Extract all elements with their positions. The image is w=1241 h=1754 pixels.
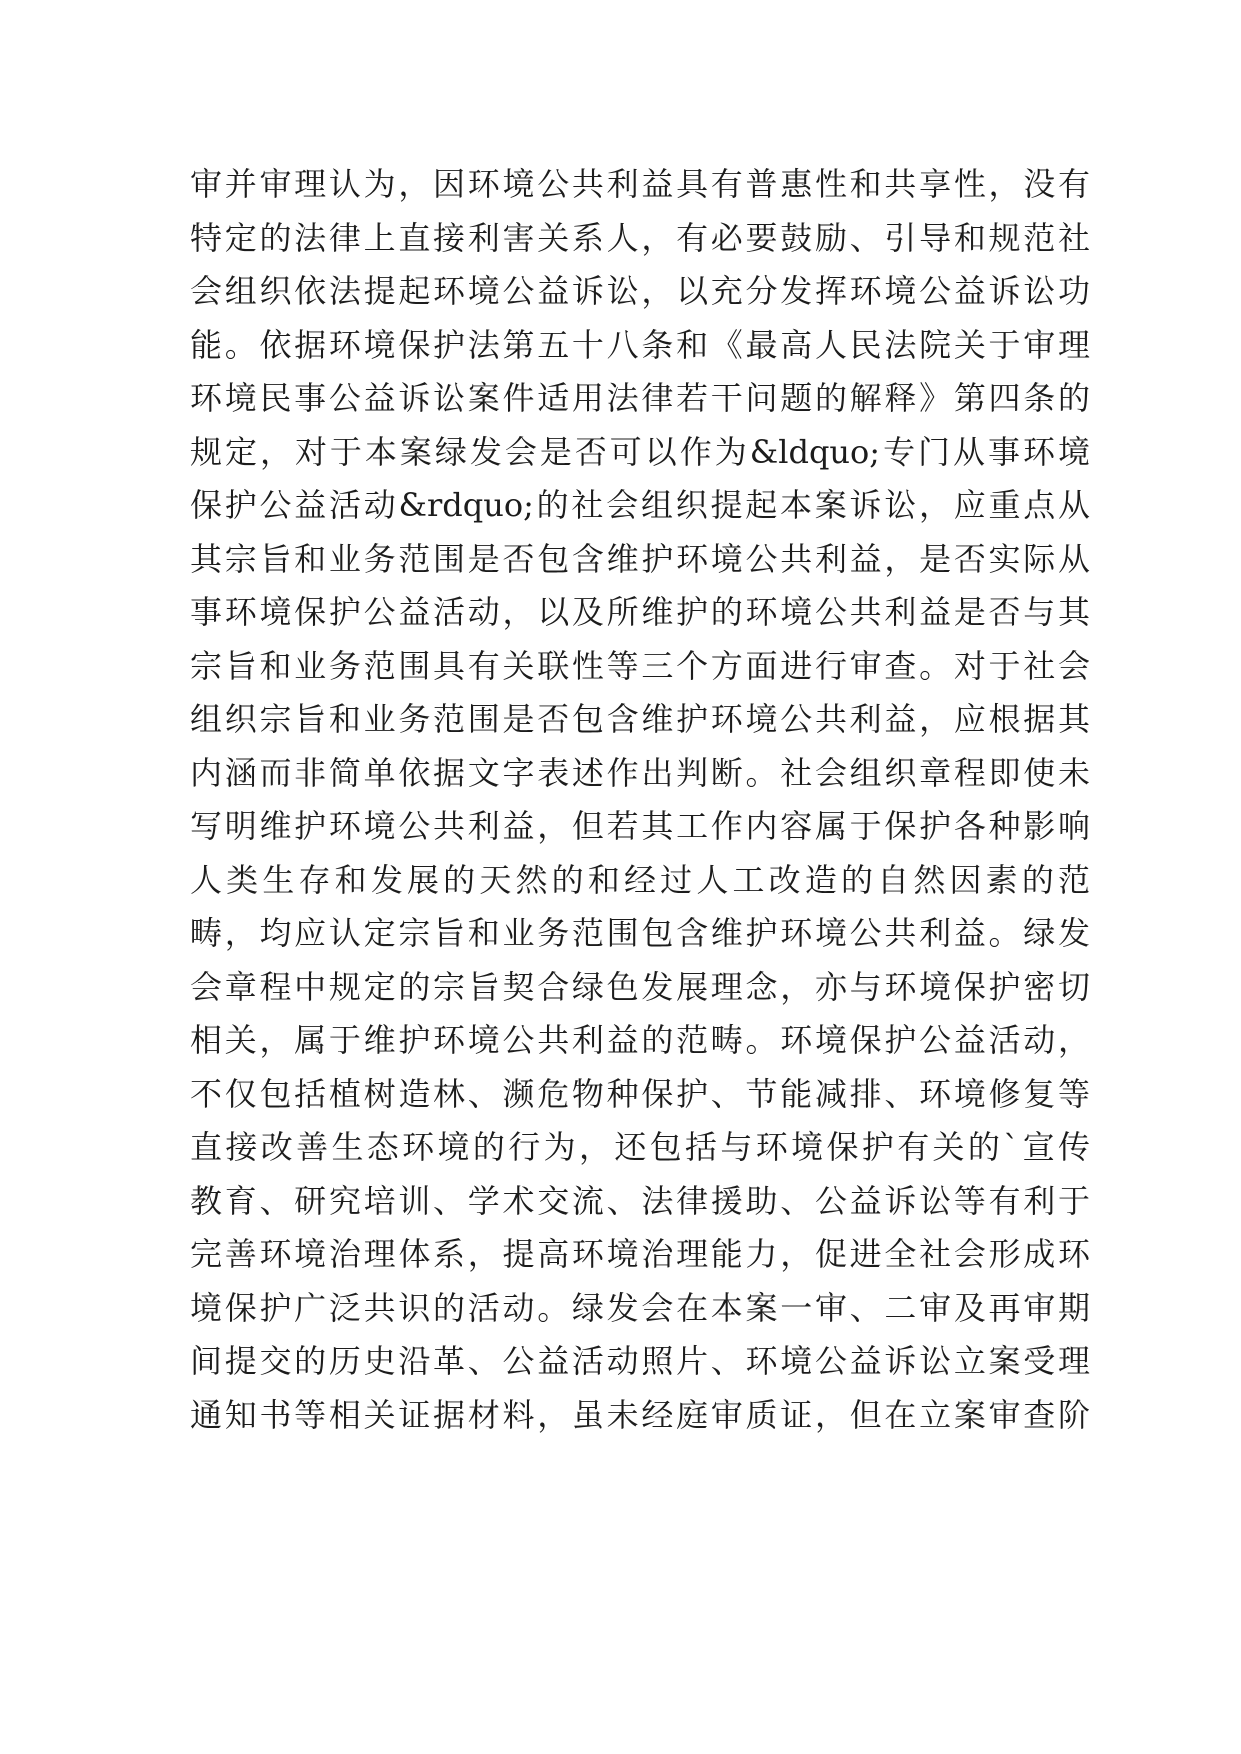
text-line: 直接改善生态环境的行为，还包括与环境保护有关的`宣传 [190, 1128, 1090, 1166]
text-line: 完善环境治理体系，提高环境治理能力，促进全社会形成环 [190, 1235, 1090, 1273]
text-line: 环境民事公益诉讼案件适用法律若干问题的解释》第四条的 [190, 379, 1090, 417]
text-line: 写明维护环境公共利益，但若其工作内容属于保护各种影响 [190, 807, 1090, 845]
text-line: 事环境保护公益活动，以及所维护的环境公共利益是否与其 [190, 593, 1090, 631]
text-line: 畴，均应认定宗旨和业务范围包含维护环境公共利益。绿发 [190, 914, 1090, 952]
text-line: 能。依据环境保护法第五十八条和《最高人民法院关于审理 [190, 325, 1090, 364]
text-line: 审并审理认为，因环境公共利益具有普惠性和共享性，没有 [190, 165, 1090, 203]
text-line: 内涵而非简单依据文字表述作出判断。社会组织章程即使未 [190, 753, 1090, 792]
text-line: 其宗旨和业务范围是否包含维护环境公共利益，是否实际从 [190, 539, 1090, 578]
text-line: 会组织依法提起环境公益诉讼，以充分发挥环境公益诉讼功 [190, 272, 1090, 310]
body-paragraph [190, 158, 1090, 1442]
text-line: 教育、研究培训、学术交流、法律援助、公益诉讼等有利于 [190, 1181, 1090, 1220]
text-line: 境保护广泛共识的活动。绿发会在本案一审、二审及再审期 [190, 1288, 1090, 1327]
text-line: 相关，属于维护环境公共利益的范畴。环境保护公益活动， [190, 1021, 1090, 1059]
text-line: 不仅包括植树造林、濒危物种保护、节能减排、环境修复等 [190, 1074, 1090, 1113]
text-line: 通知书等相关证据材料，虽未经庭审质证，但在立案审查阶 [190, 1395, 1090, 1434]
text-line: 规定，对于本案绿发会是否可以作为&ldquo;专门从事环境 [190, 432, 1090, 471]
text-line: 宗旨和业务范围具有关联性等三个方面进行审查。对于社会 [190, 646, 1090, 685]
text-line: 人类生存和发展的天然的和经过人工改造的自然因素的范 [190, 860, 1090, 899]
text-line: 特定的法律上直接利害关系人，有必要鼓励、引导和规范社 [190, 218, 1090, 257]
text-line: 组织宗旨和业务范围是否包含维护环境公共利益，应根据其 [190, 700, 1090, 738]
text-line: 间提交的历史沿革、公益活动照片、环境公益诉讼立案受理 [190, 1342, 1090, 1380]
text-line: 会章程中规定的宗旨契合绿色发展理念，亦与环境保护密切 [190, 967, 1090, 1006]
text-line: 保护公益活动&rdquo;的社会组织提起本案诉讼，应重点从 [190, 486, 1090, 524]
